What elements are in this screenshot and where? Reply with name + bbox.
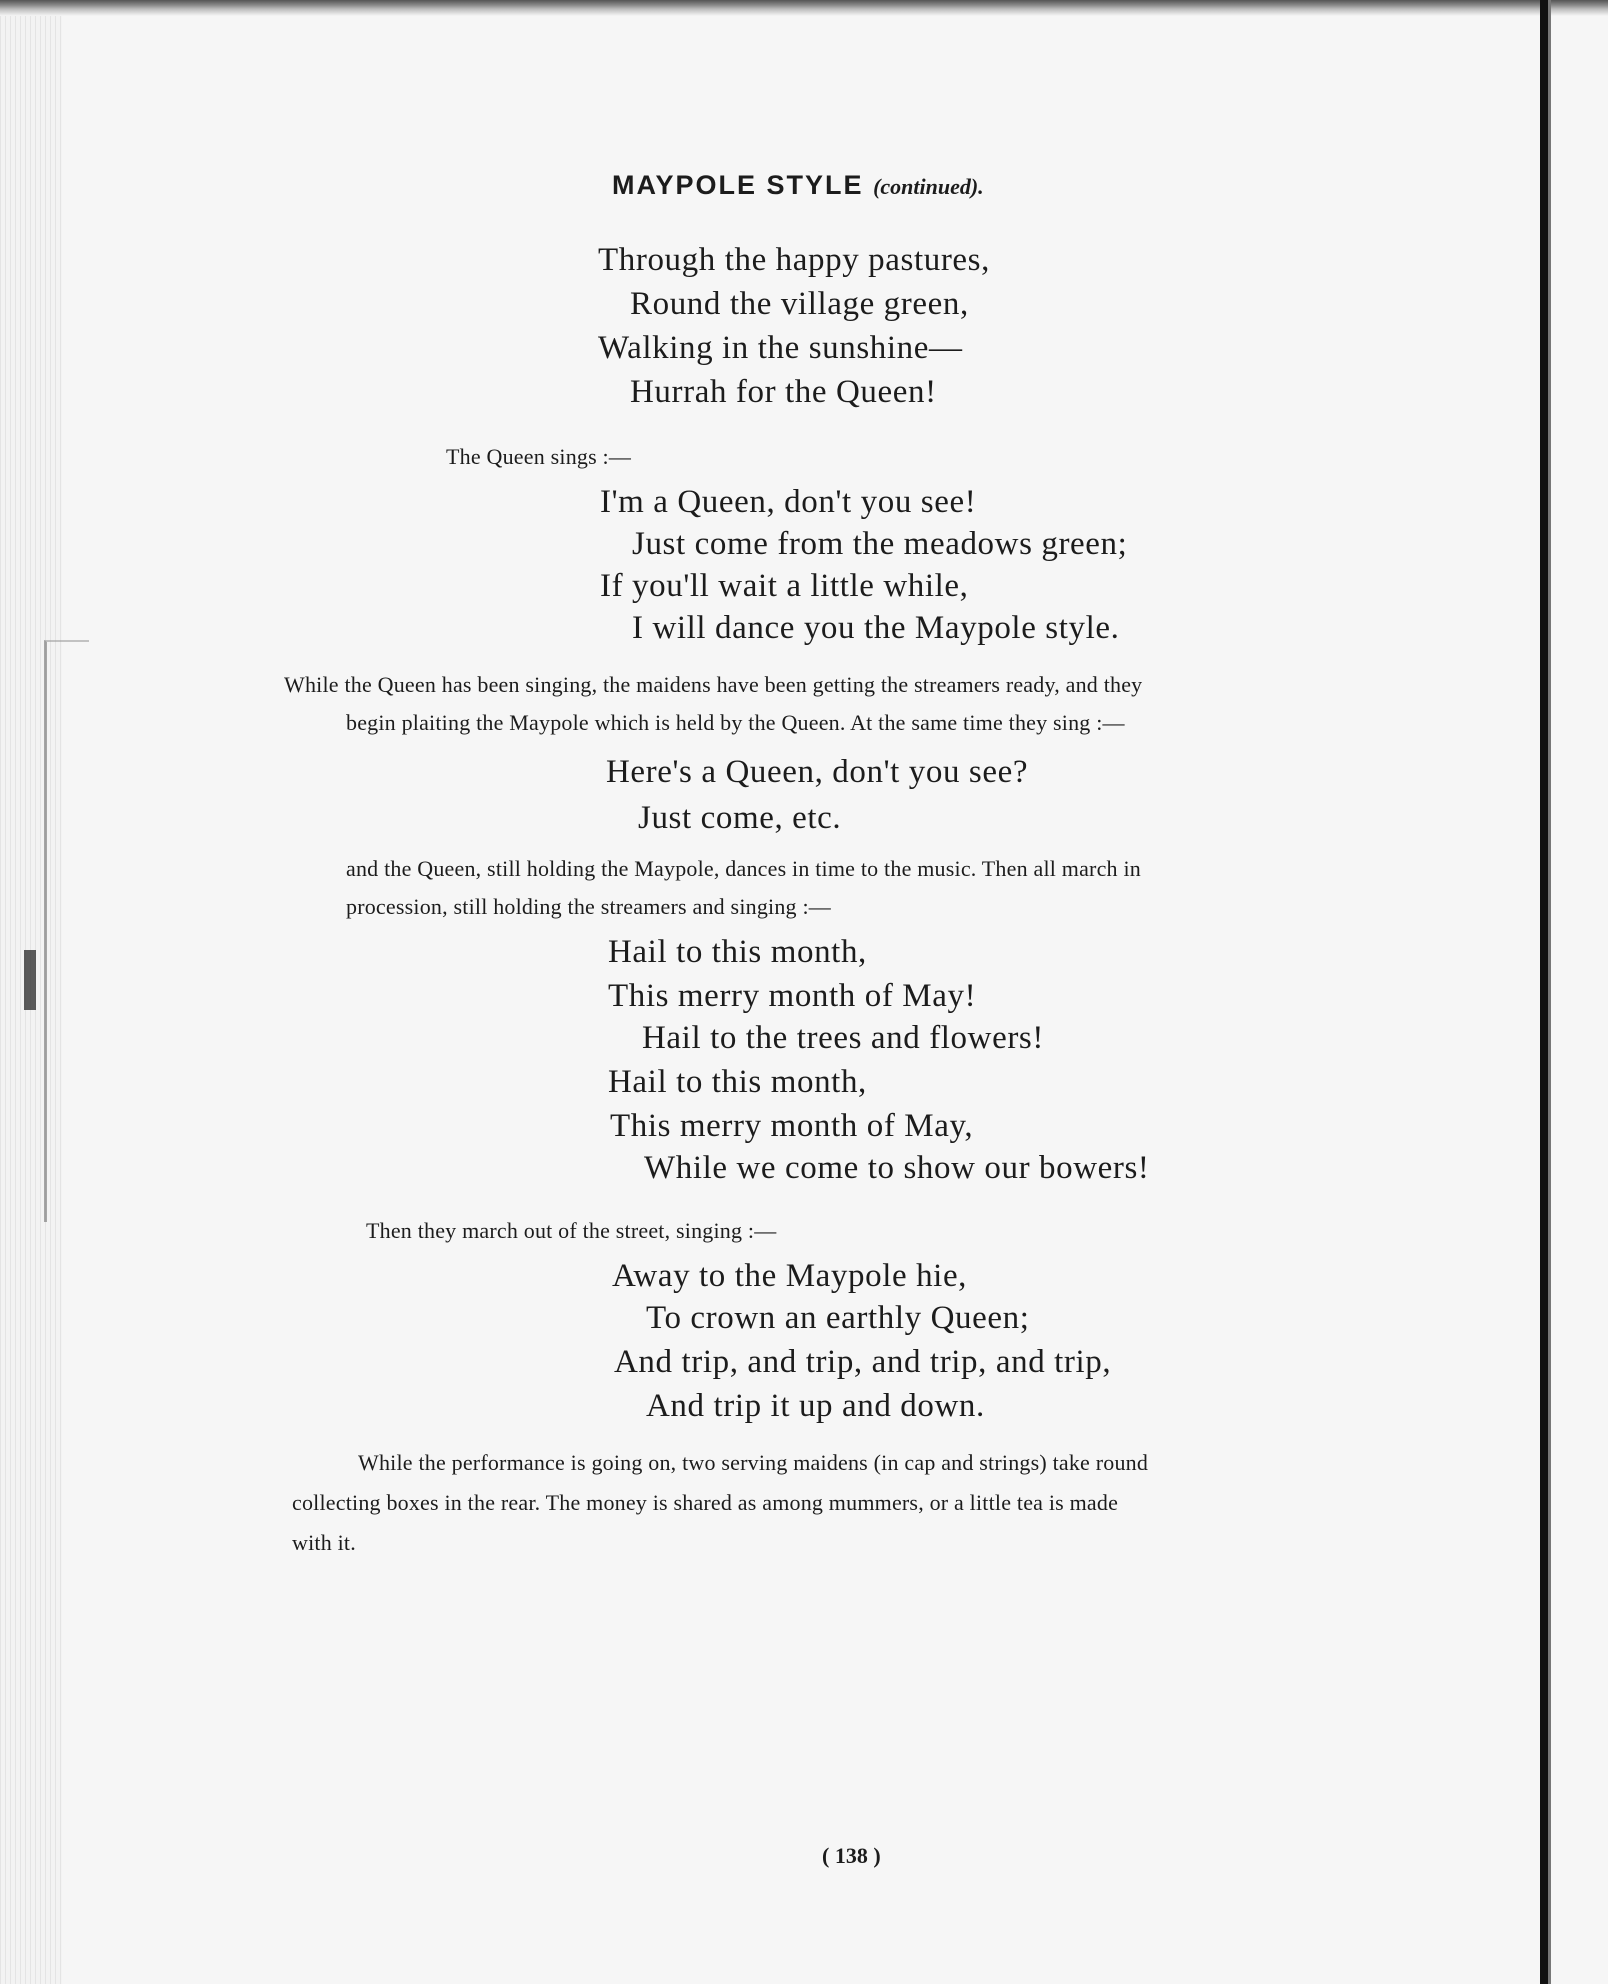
stage-direction: begin plaiting the Maypole which is held by the Queen. At the same time they sing :— [346,710,1125,735]
verse-line: If you'll wait a little while, [600,568,969,604]
stage-direction: While the Queen has been singing, the maidens have been getting the streamers ready, and they [284,672,1143,697]
stage-direction: collecting boxes in the rear. The money is shared as among mummers, or a little tea is made [292,1490,1119,1515]
stage-direction: procession, still holding the streamers and singing :— [346,894,831,919]
verse-line: Walking in the sunshine— [598,330,963,366]
page-heading [612,170,984,201]
verse-line: Away to the Maypole hie, [612,1258,968,1294]
verse-line: And trip it up and down. [646,1388,985,1424]
verse-line: Through the happy pastures, [598,242,990,278]
heading-title: MAYPOLE STYLE [612,170,864,200]
verse-line: Hail to this month, [608,1064,867,1100]
page-number: ( 138 ) [822,1843,881,1868]
verse-line: Hail to this month, [608,934,867,970]
stage-direction: The Queen sings :— [446,444,632,469]
verse-line: Just come, etc. [638,800,842,836]
verse-line: Here's a Queen, don't you see? [606,754,1029,790]
verse-line: This merry month of May! [608,978,977,1014]
stage-direction: and the Queen, still holding the Maypole, dances in time to the music. Then all march in [346,856,1141,881]
stage-direction: While the performance is going on, two serving maidens (in cap and strings) take round [358,1450,1149,1475]
heading-continued: (continued). [873,174,984,199]
verse-line: And trip, and trip, and trip, and trip, [614,1344,1112,1380]
verse-line: To crown an earthly Queen; [646,1300,1030,1336]
verse-line: I will dance you the Maypole style. [632,610,1120,646]
verse-line: This merry month of May, [610,1108,974,1144]
verse-line: Hurrah for the Queen! [630,374,937,410]
verse-line: While we come to show our bowers! [644,1150,1150,1186]
verse-line: Just come from the meadows green; [632,526,1128,562]
verse-line: Hail to the trees and flowers! [642,1020,1044,1056]
verse-line: I'm a Queen, don't you see! [600,484,977,520]
verse-line: Round the village green, [630,286,969,322]
stage-direction: Then they march out of the street, singing :— [366,1218,777,1243]
stage-direction: with it. [292,1530,356,1555]
